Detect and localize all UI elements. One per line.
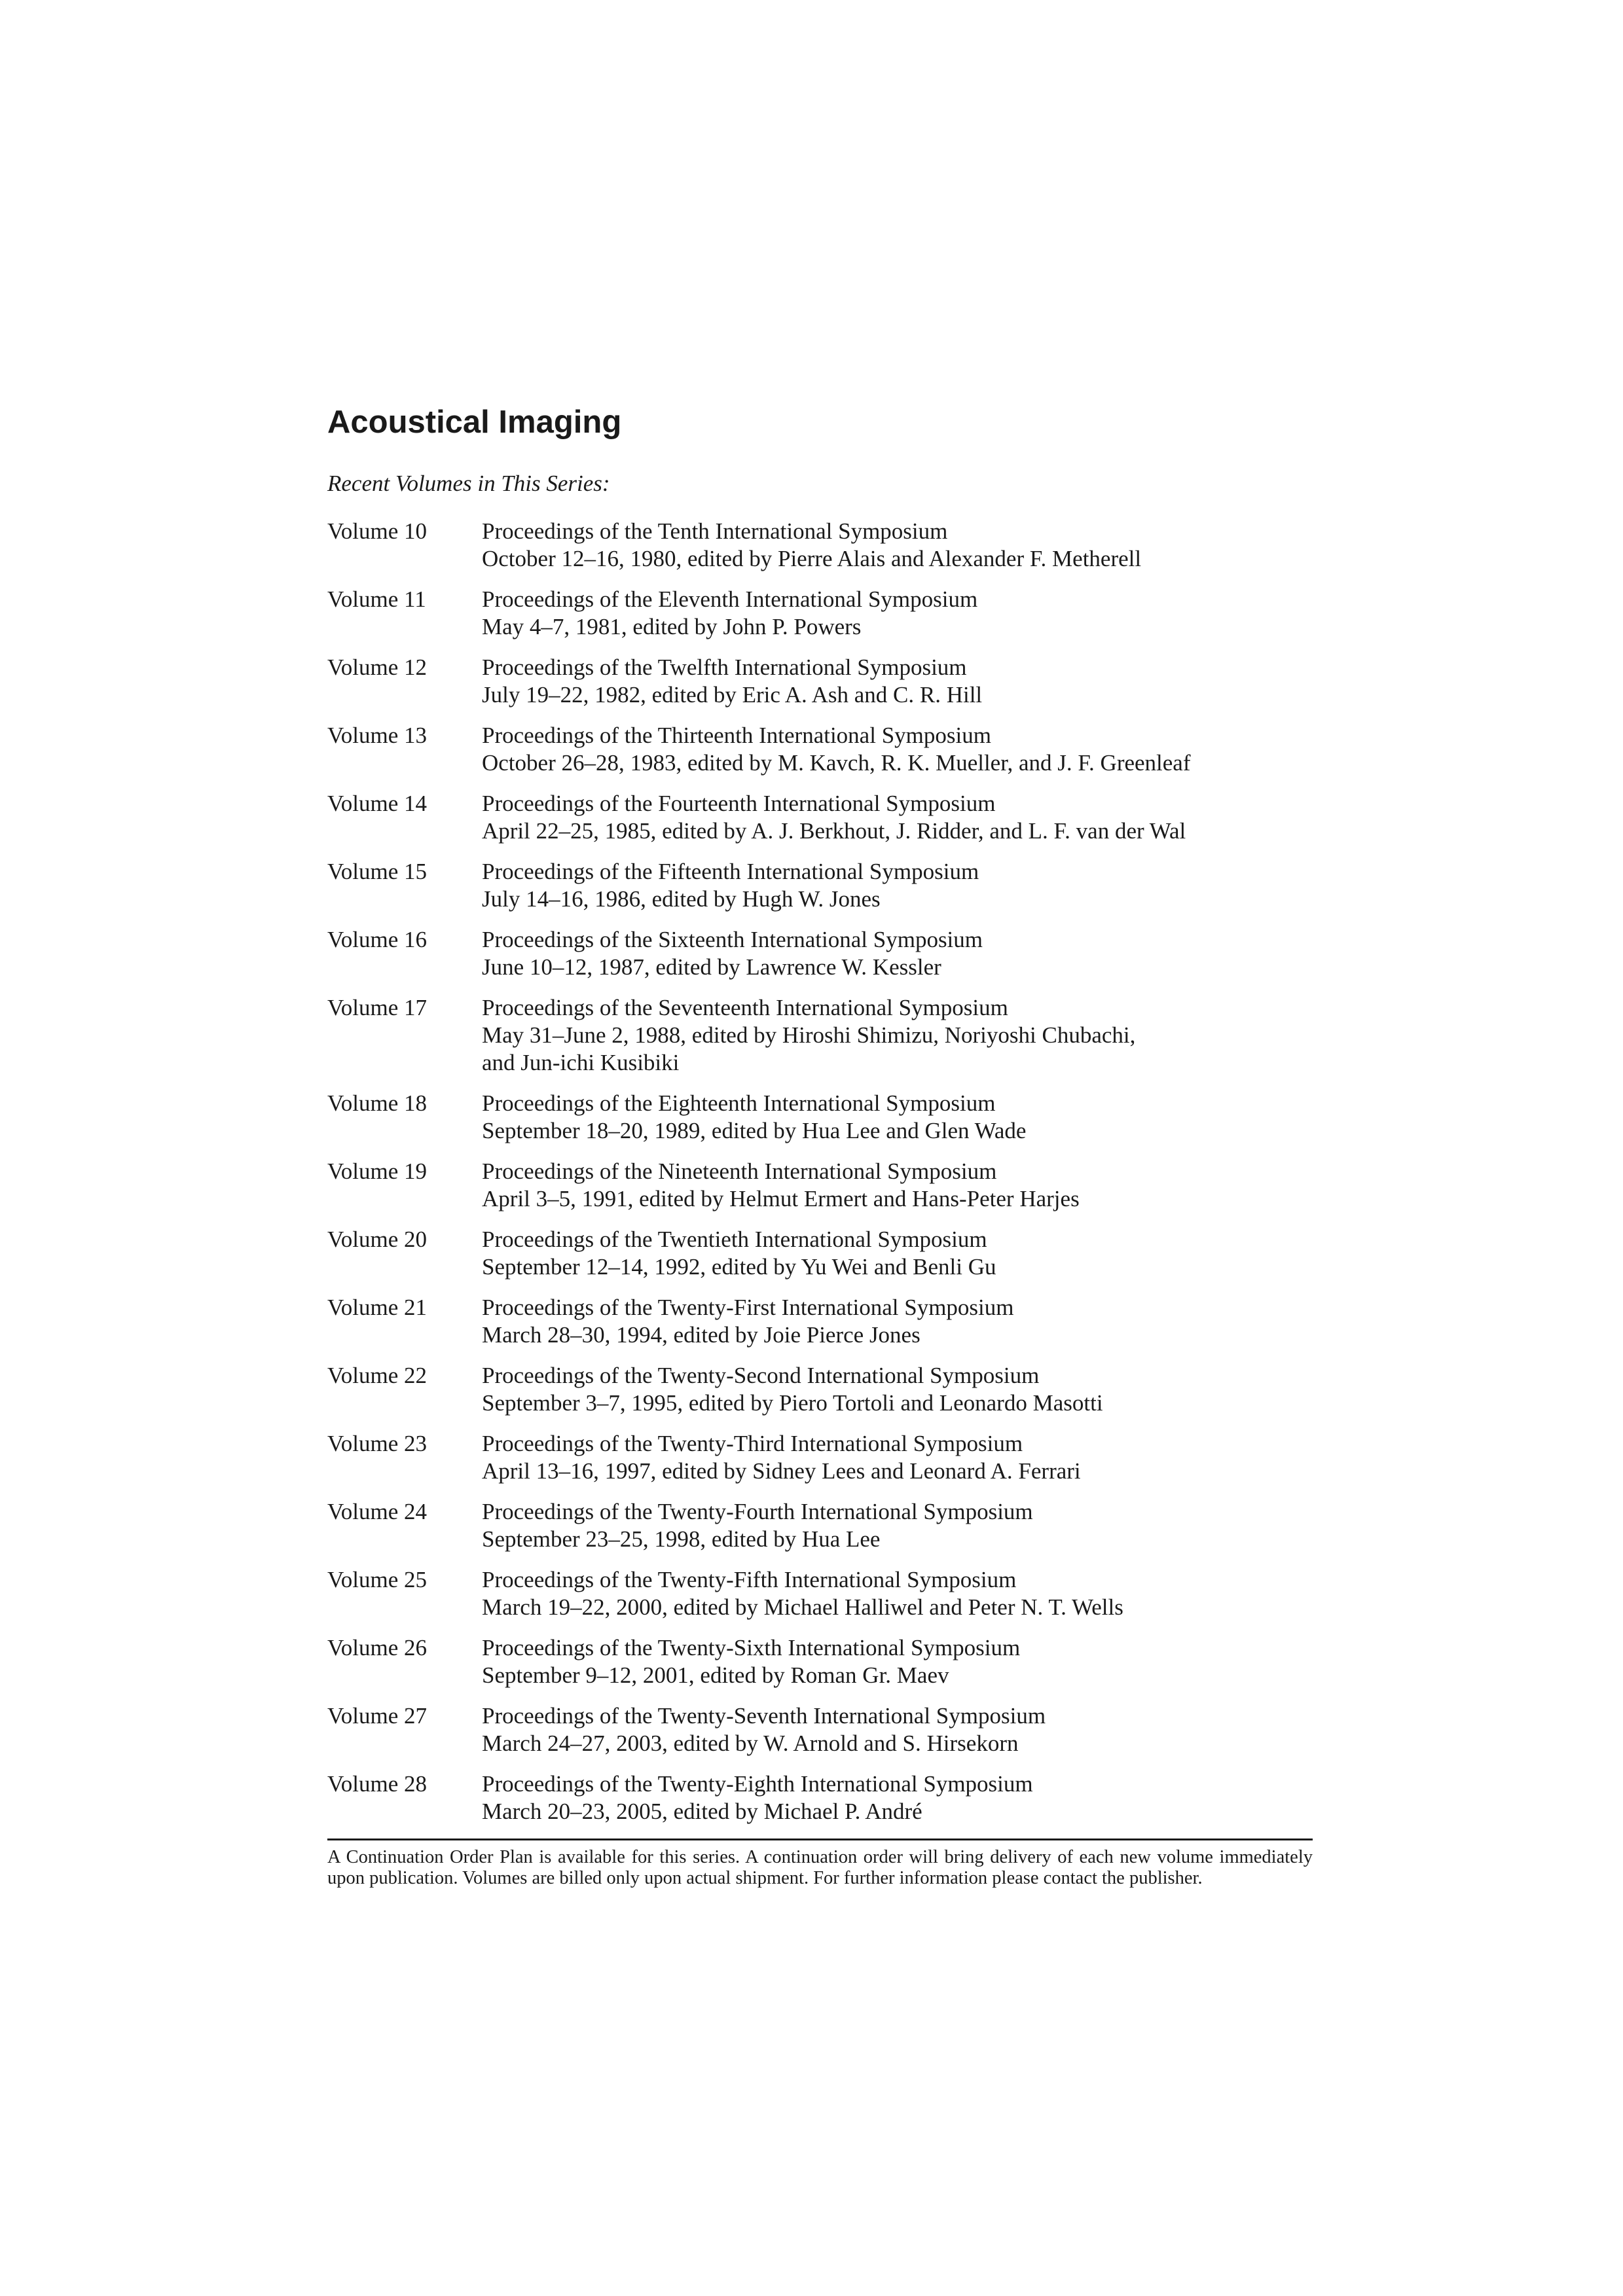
volume-number: Volume 21: [327, 1295, 427, 1320]
volume-description-line: July 19–22, 1982, edited by Eric A. Ash and C. R. Hill: [482, 682, 983, 708]
volume-number: Volume 17: [327, 995, 427, 1020]
volume-description-line: March 20–23, 2005, edited by Michael P. André: [482, 1799, 922, 1824]
volume-number: Volume 27: [327, 1703, 427, 1729]
series-subtitle: Recent Volumes in This Series:: [327, 471, 610, 496]
volume-description: [482, 1294, 1313, 1349]
volume-description-line: Proceedings of the Nineteenth International Symposium: [482, 1158, 997, 1184]
volume-description-line: April 13–16, 1997, edited by Sidney Lees and Leonard A. Ferrari: [482, 1458, 1081, 1484]
volume-description-line: Proceedings of the Twenty-Eighth International Symposium: [482, 1771, 1033, 1797]
volume-description-line: and Jun-ichi Kusibiki: [482, 1050, 680, 1075]
volume-description: [482, 1226, 1313, 1281]
volume-description-line: May 4–7, 1981, edited by John P. Powers: [482, 614, 862, 639]
volume-description: [482, 1158, 1313, 1213]
volume-description-line: October 26–28, 1983, edited by M. Kavch, R. K. Mueller, and J. F. Greenleaf: [482, 750, 1191, 776]
volume-description-line: Proceedings of the Twelfth International Symposium: [482, 655, 967, 680]
volume-description-line: Proceedings of the Twenty-Second International Symposium: [482, 1363, 1040, 1388]
volume-number: Volume 11: [327, 586, 426, 612]
volume-description-line: Proceedings of the Fourteenth International Symposium: [482, 791, 996, 816]
volume-description-line: Proceedings of the Twenty-Seventh International Symposium: [482, 1703, 1046, 1729]
continuation-order-note: A Continuation Order Plan is available for this series. A continuation order will bring delivery of each new volume immediately upon publication. Volumes are billed only upon actual shipment. For further information please contact the publisher.: [327, 1847, 1313, 1888]
volume-description-line: April 3–5, 1991, edited by Helmut Ermert and Hans-Peter Harjes: [482, 1186, 1080, 1211]
volume-description: [482, 926, 1313, 981]
volume-description-line: September 12–14, 1992, edited by Yu Wei and Benli Gu: [482, 1254, 996, 1280]
volume-description: [482, 1362, 1313, 1417]
volume-number: Volume 12: [327, 655, 427, 680]
volume-description: [482, 586, 1313, 641]
footer-divider: [327, 1839, 1313, 1840]
volume-description-line: Proceedings of the Twenty-Fourth International Symposium: [482, 1499, 1033, 1524]
volume-description-line: Proceedings of the Twenty-First International Symposium: [482, 1295, 1014, 1320]
volume-description-line: Proceedings of the Twentieth International Symposium: [482, 1227, 987, 1252]
volume-entry: [327, 654, 1313, 709]
volume-description-line: Proceedings of the Eighteenth International Symposium: [482, 1090, 996, 1116]
volume-entry: [327, 1430, 1313, 1485]
volume-entry: [327, 1770, 1313, 1825]
series-page: [327, 403, 1313, 1889]
volume-description-line: Proceedings of the Sixteenth International Symposium: [482, 927, 983, 952]
volume-description: [482, 518, 1313, 573]
volume-number: Volume 19: [327, 1158, 427, 1184]
volume-description: [482, 790, 1313, 845]
volume-list: [327, 518, 1313, 1825]
volume-number: Volume 10: [327, 518, 427, 544]
volume-description-line: September 18–20, 1989, edited by Hua Lee and Glen Wade: [482, 1118, 1027, 1143]
volume-entry: [327, 518, 1313, 573]
volume-description-line: Proceedings of the Tenth International Symposium: [482, 518, 948, 544]
volume-number: Volume 23: [327, 1431, 427, 1456]
volume-description-line: Proceedings of the Twenty-Third International Symposium: [482, 1431, 1023, 1456]
volume-description: [482, 1702, 1313, 1757]
volume-description-line: June 10–12, 1987, edited by Lawrence W. Kessler: [482, 954, 941, 980]
volume-description-line: May 31–June 2, 1988, edited by Hiroshi Shimizu, Noriyoshi Chubachi,: [482, 1022, 1136, 1048]
volume-description-line: October 12–16, 1980, edited by Pierre Alais and Alexander F. Metherell: [482, 546, 1142, 571]
volume-description-line: March 19–22, 2000, edited by Michael Halliwel and Peter N. T. Wells: [482, 1594, 1123, 1620]
volume-number: Volume 14: [327, 791, 427, 816]
volume-number: Volume 26: [327, 1635, 427, 1660]
volume-number: Volume 18: [327, 1090, 427, 1116]
volume-number: Volume 16: [327, 927, 427, 952]
volume-description-line: Proceedings of the Eleventh International Symposium: [482, 586, 978, 612]
volume-description-line: March 24–27, 2003, edited by W. Arnold and S. Hirsekorn: [482, 1731, 1019, 1756]
volume-description-line: Proceedings of the Thirteenth International Symposium: [482, 723, 991, 748]
volume-description-line: Proceedings of the Twenty-Sixth International Symposium: [482, 1635, 1021, 1660]
volume-description-line: Proceedings of the Fifteenth International Symposium: [482, 859, 979, 884]
volume-description-line: September 3–7, 1995, edited by Piero Tortoli and Leonardo Masotti: [482, 1390, 1103, 1416]
volume-description-line: Proceedings of the Seventeenth International Symposium: [482, 995, 1008, 1020]
volume-number: Volume 28: [327, 1771, 427, 1797]
series-title: Acoustical Imaging: [327, 404, 622, 440]
volume-description-line: Proceedings of the Twenty-Fifth International Symposium: [482, 1567, 1017, 1592]
volume-entry: [327, 994, 1313, 1077]
volume-number: Volume 13: [327, 723, 427, 748]
volume-entry: [327, 586, 1313, 641]
volume-description: [482, 1430, 1313, 1485]
volume-number: Volume 22: [327, 1363, 427, 1388]
volume-entry: [327, 1362, 1313, 1417]
volume-entry: [327, 926, 1313, 981]
volume-description: [482, 1498, 1313, 1553]
volume-entry: [327, 1498, 1313, 1553]
volume-number: Volume 25: [327, 1567, 427, 1592]
volume-description-line: July 14–16, 1986, edited by Hugh W. Jones: [482, 886, 881, 912]
volume-entry: [327, 858, 1313, 913]
volume-number: Volume 20: [327, 1227, 427, 1252]
volume-number: Volume 15: [327, 859, 427, 884]
volume-entry: [327, 1294, 1313, 1349]
volume-description-line: March 28–30, 1994, edited by Joie Pierce Jones: [482, 1322, 921, 1348]
volume-entry: [327, 1702, 1313, 1757]
volume-description: [482, 1090, 1313, 1145]
volume-entry: [327, 790, 1313, 845]
volume-description: [482, 722, 1313, 777]
volume-description: [482, 1770, 1313, 1825]
volume-entry: [327, 1090, 1313, 1145]
volume-description-line: September 23–25, 1998, edited by Hua Lee: [482, 1526, 881, 1552]
volume-description: [482, 1634, 1313, 1689]
volume-description: [482, 1566, 1313, 1621]
volume-description: [482, 994, 1313, 1077]
volume-entry: [327, 1226, 1313, 1281]
volume-entry: [327, 1158, 1313, 1213]
volume-entry: [327, 722, 1313, 777]
volume-entry: [327, 1634, 1313, 1689]
volume-description: [482, 654, 1313, 709]
volume-description-line: April 22–25, 1985, edited by A. J. Berkhout, J. Ridder, and L. F. van der Wal: [482, 818, 1186, 844]
volume-description: [482, 858, 1313, 913]
volume-entry: [327, 1566, 1313, 1621]
volume-number: Volume 24: [327, 1499, 427, 1524]
volume-description-line: September 9–12, 2001, edited by Roman Gr. Maev: [482, 1662, 949, 1688]
